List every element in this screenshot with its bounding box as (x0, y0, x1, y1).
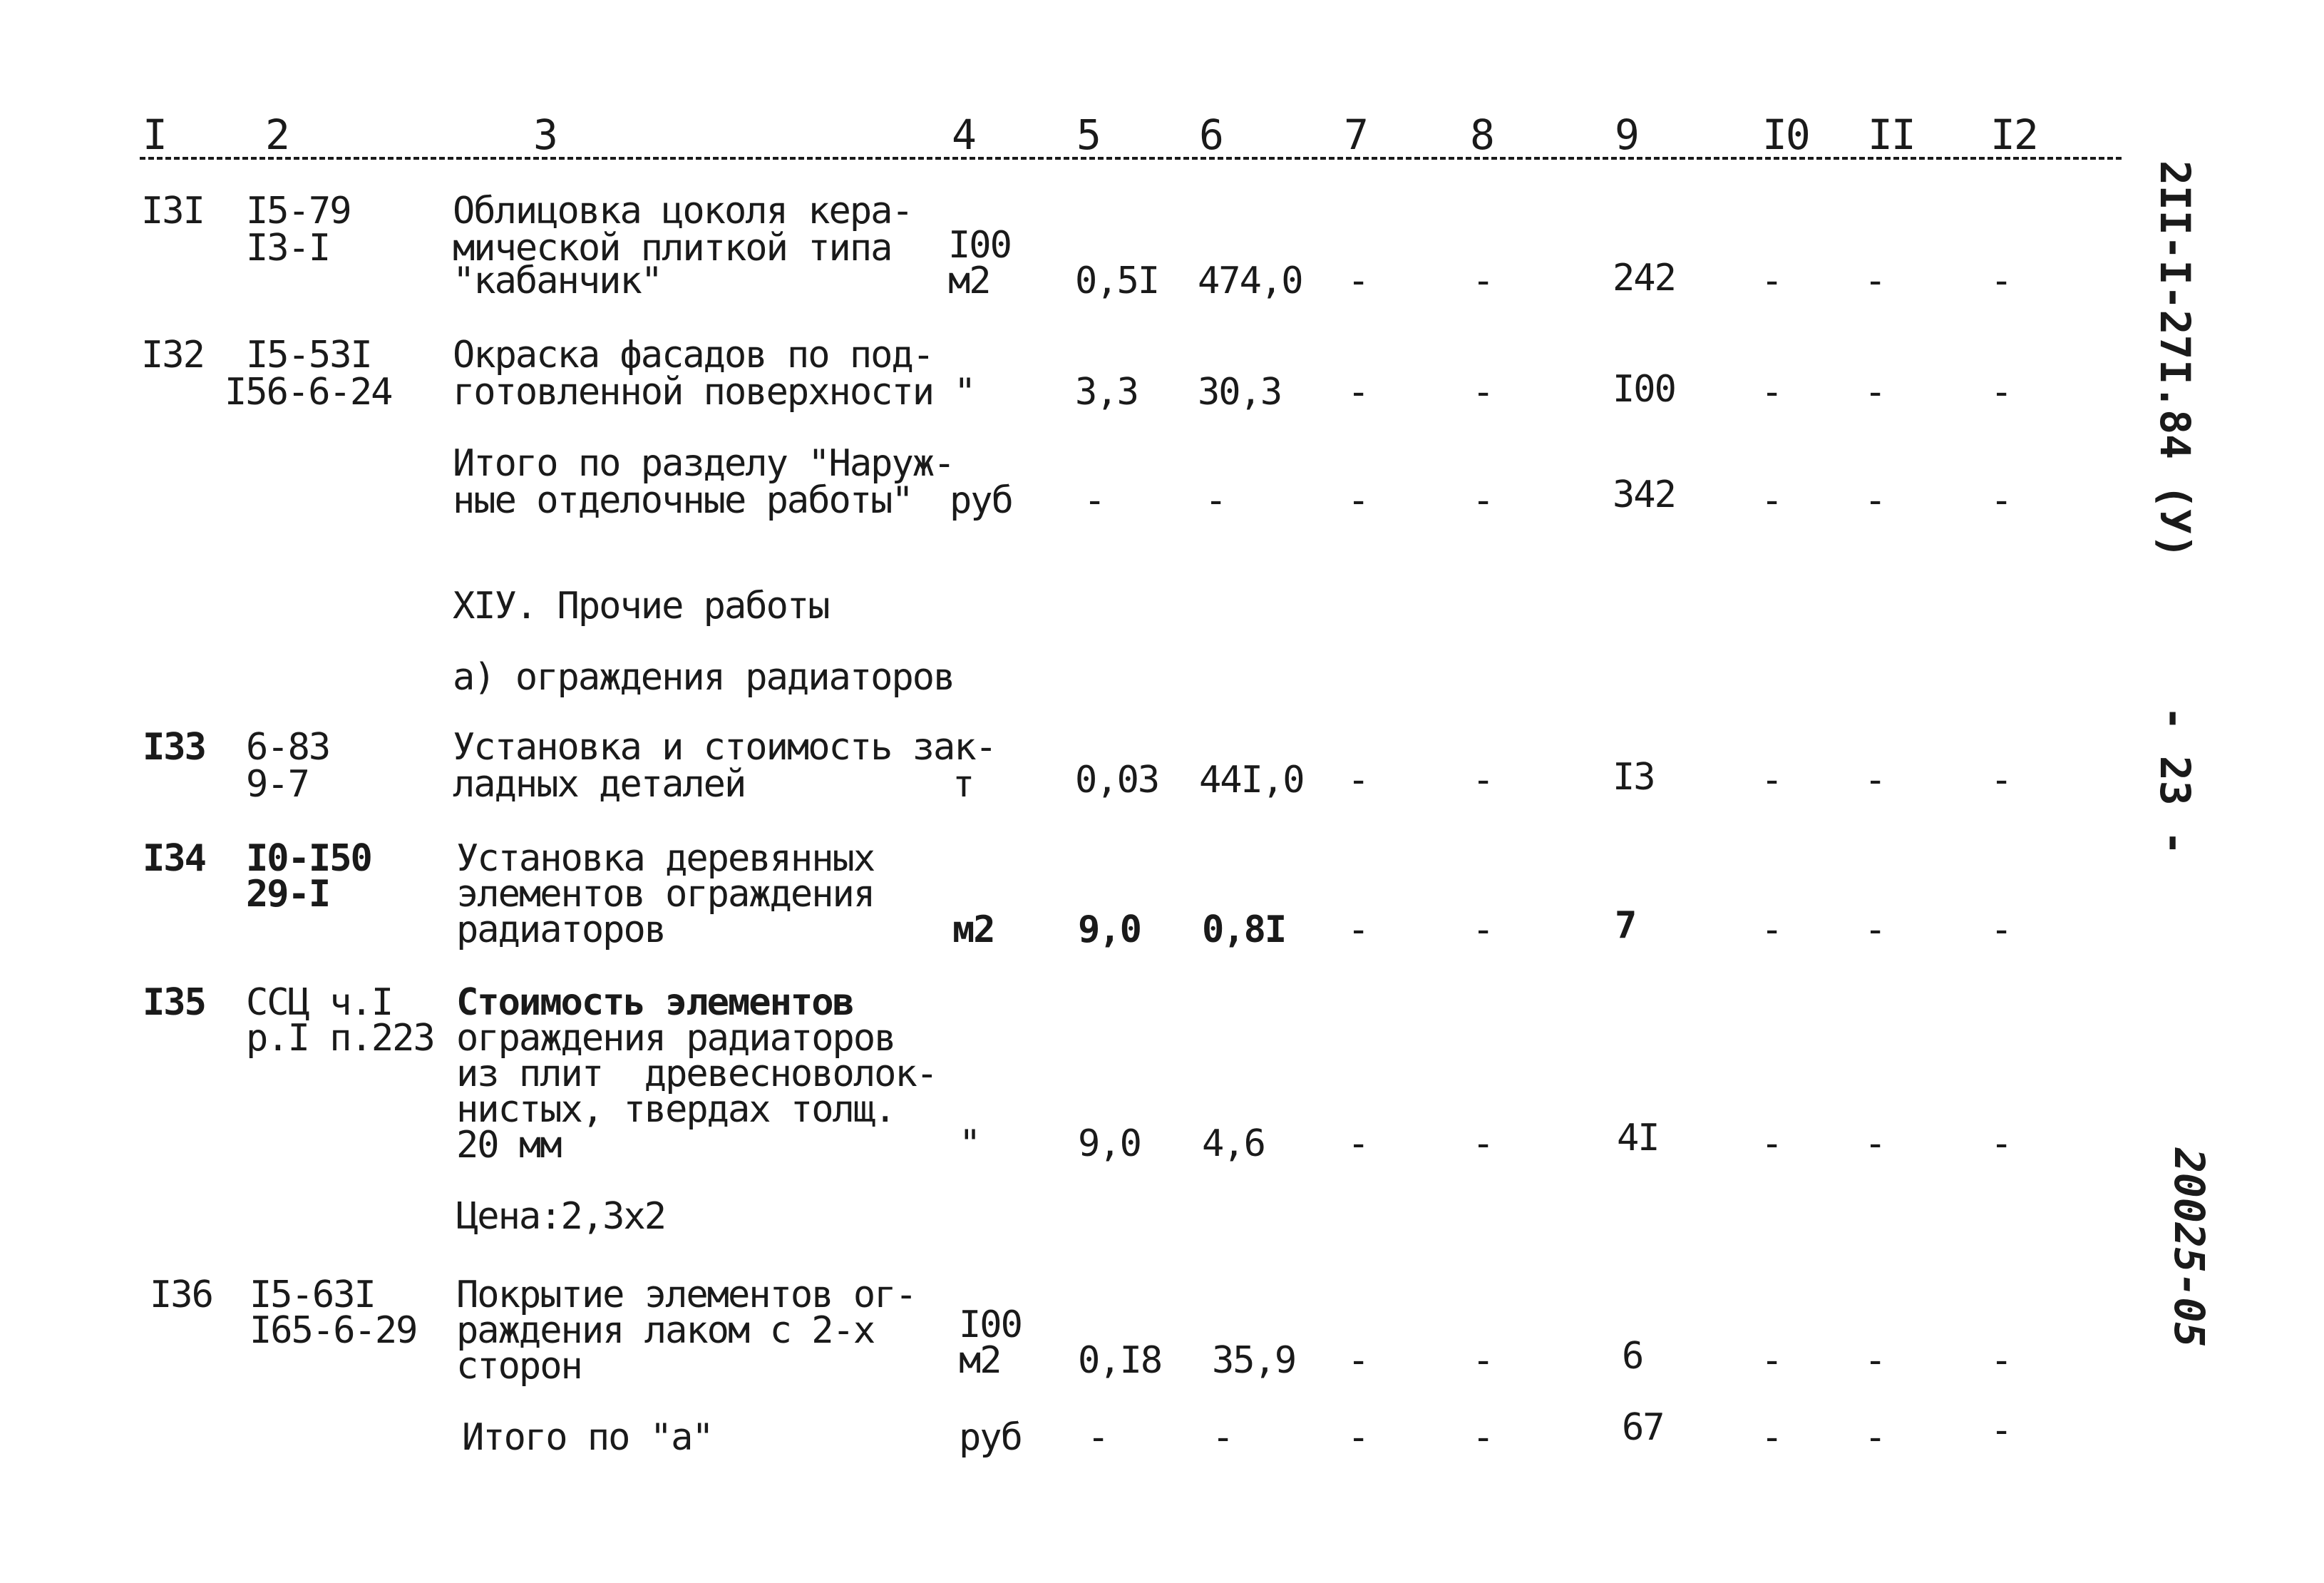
quantity-value: 3,3 (1075, 371, 1138, 414)
col10-value: - (1761, 260, 1782, 302)
col10-value: - (1761, 908, 1782, 951)
rate-code-line: р.I п.223 (246, 1017, 434, 1060)
work-description-line: нистых, твердах толщ. (456, 1088, 895, 1131)
col7-value: - (1347, 908, 1369, 951)
col10-value: - (1761, 371, 1782, 414)
work-description-line: ладных деталей (453, 763, 746, 806)
col-header-9: 9 (1615, 111, 1638, 159)
subtotal-label-line: Итого по разделу "Наруж- (453, 442, 955, 485)
col8-value: - (1472, 1339, 1493, 1382)
unit-line: т (952, 763, 974, 806)
rate-code-line: I5-79 (246, 190, 351, 232)
quantity-value: 0,5I (1075, 260, 1159, 302)
col-header-6: 6 (1199, 111, 1223, 159)
header-rule (140, 157, 2122, 160)
col12-value: - (1990, 1339, 2012, 1382)
total-cost-value: 242 (1613, 257, 1675, 299)
unit-price-value: - (1205, 479, 1226, 522)
rate-code-line: ССЦ ч.I (246, 981, 393, 1024)
col7-value: - (1347, 479, 1369, 522)
work-description-line: мической плиткой типа (453, 227, 892, 270)
subsection-title: а) ограждения радиаторов (453, 656, 955, 699)
col7-value: - (1347, 1122, 1369, 1165)
rate-code-line: 29-I (246, 873, 330, 916)
col7-value: - (1347, 371, 1369, 414)
col-header-3: 3 (533, 111, 557, 159)
col7-value: - (1347, 1339, 1369, 1382)
work-description-line: Стоимость элементов (456, 981, 853, 1024)
unit-line: " (959, 1122, 980, 1165)
work-description-line: Покрытие элементов ог- (456, 1274, 916, 1316)
col-header-8: 8 (1470, 111, 1493, 159)
work-description-line: Облицовка цоколя кера- (453, 190, 912, 232)
quantity-value: - (1087, 1416, 1109, 1459)
col7-value: - (1347, 260, 1369, 302)
unit-line: м2 (948, 260, 990, 302)
unit-price-value: 44I,0 (1199, 759, 1304, 801)
row-number: I32 (141, 334, 204, 376)
total-cost-value: 342 (1613, 473, 1675, 516)
unit-price-value: 4,6 (1202, 1122, 1265, 1165)
unit-line: руб (959, 1416, 1022, 1459)
col11-value: - (1864, 479, 1886, 522)
unit-line: руб (950, 479, 1012, 522)
rate-code-line: I65-6-29 (250, 1309, 417, 1352)
unit-price-value: 0,8I (1202, 908, 1286, 951)
col-header-1: I (143, 111, 166, 159)
total-cost-value: I00 (1613, 368, 1675, 411)
work-description-line: из плит древесноволок- (456, 1052, 937, 1095)
price-note: Цена:2,3х2 (456, 1195, 666, 1238)
rate-code-line: I0-I50 (246, 837, 371, 880)
work-description-line: 20 мм (456, 1124, 561, 1167)
col-header-12: I2 (1990, 111, 2037, 159)
page-number-vertical: - 23 - (2151, 706, 2199, 856)
col10-value: - (1761, 1122, 1782, 1165)
row-number: I36 (150, 1274, 212, 1316)
total-cost-value: 4I (1617, 1117, 1659, 1159)
col8-value: - (1472, 371, 1493, 414)
col10-value: - (1761, 479, 1782, 522)
quantity-value: 9,0 (1078, 1122, 1141, 1165)
rate-code-line: I56-6-24 (225, 371, 392, 414)
col12-value: - (1990, 260, 2012, 302)
col-header-11: II (1868, 111, 1915, 159)
work-description-line: сторон (456, 1345, 582, 1388)
total-cost-value: 67 (1622, 1406, 1664, 1449)
work-description-line: Установка и стоимость зак- (453, 726, 996, 769)
quantity-value: - (1084, 479, 1105, 522)
row-number: I3I (141, 190, 204, 232)
col-header-7: 7 (1344, 111, 1367, 159)
col8-value: - (1472, 908, 1493, 951)
unit-line: I00 (959, 1303, 1022, 1346)
col12-value: - (1990, 479, 2012, 522)
total-cost-value: I3 (1613, 756, 1655, 799)
col-header-2: 2 (265, 111, 289, 159)
work-description-line: Установка деревянных (456, 837, 875, 880)
col10-value: - (1761, 759, 1782, 801)
col11-value: - (1864, 1122, 1886, 1165)
unit-price-value: 30,3 (1198, 371, 1282, 414)
work-description-line: раждения лаком с 2-х (456, 1309, 875, 1352)
work-description-line: "кабанчик" (453, 260, 662, 302)
unit-line: " (954, 371, 975, 414)
col11-value: - (1864, 260, 1886, 302)
col-header-10: I0 (1762, 111, 1809, 159)
unit-price-value: 35,9 (1212, 1339, 1296, 1382)
quantity-value: 0,I8 (1078, 1339, 1162, 1382)
col11-value: - (1864, 1416, 1886, 1459)
col12-value: - (1990, 908, 2012, 951)
unit-price-value: - (1212, 1416, 1233, 1459)
quantity-value: 9,0 (1078, 908, 1141, 951)
col10-value: - (1761, 1416, 1782, 1459)
col12-value: - (1990, 371, 2012, 414)
row-number: I33 (143, 726, 205, 769)
quantity-value: 0,03 (1075, 759, 1159, 801)
col8-value: - (1472, 759, 1493, 801)
col8-value: - (1472, 479, 1493, 522)
total-cost-value: 6 (1622, 1335, 1643, 1378)
work-description-line: радиаторов (456, 908, 666, 951)
row-number: I34 (143, 837, 205, 880)
col12-value: - (1990, 1409, 2012, 1452)
col10-value: - (1761, 1339, 1782, 1382)
col-header-5: 5 (1076, 111, 1100, 159)
col12-value: - (1990, 759, 2012, 801)
col7-value: - (1347, 759, 1369, 801)
rate-code-line: I3-I (246, 227, 330, 270)
rate-code-line: I5-53I (246, 334, 371, 376)
unit-line: м2 (959, 1339, 1001, 1382)
col8-value: - (1472, 1416, 1493, 1459)
work-description-line: Окраска фасадов по под- (453, 334, 934, 376)
col11-value: - (1864, 371, 1886, 414)
col8-value: - (1472, 1122, 1493, 1165)
total-cost-value: 7 (1615, 904, 1636, 947)
rate-code-line: 6-83 (246, 726, 330, 769)
subtotal-label-line: ные отделочные работы" (453, 479, 912, 522)
col11-value: - (1864, 1339, 1886, 1382)
document-code-vertical: 2II-I-27I.84 (У) (2151, 160, 2199, 559)
col11-value: - (1864, 908, 1886, 951)
unit-line: I00 (948, 224, 1011, 267)
col12-value: - (1990, 1122, 2012, 1165)
subtotal-label-line: Итого по "а" (462, 1416, 713, 1459)
rate-code-line: I5-63I (250, 1274, 375, 1316)
work-description-line: готовленной поверхности (453, 371, 934, 414)
unit-price-value: 474,0 (1198, 260, 1302, 302)
col-header-4: 4 (952, 111, 975, 159)
rate-code-line: 9-7 (246, 763, 309, 806)
section-title: XIУ. Прочие работы (453, 585, 829, 627)
col8-value: - (1472, 260, 1493, 302)
archive-number-vertical: 20025-05 (2165, 1148, 2214, 1348)
col7-value: - (1347, 1416, 1369, 1459)
work-description-line: ограждения радиаторов (456, 1017, 895, 1060)
col11-value: - (1864, 759, 1886, 801)
unit-line: м2 (952, 908, 994, 951)
row-number: I35 (143, 981, 205, 1024)
work-description-line: элементов ограждения (456, 873, 875, 916)
